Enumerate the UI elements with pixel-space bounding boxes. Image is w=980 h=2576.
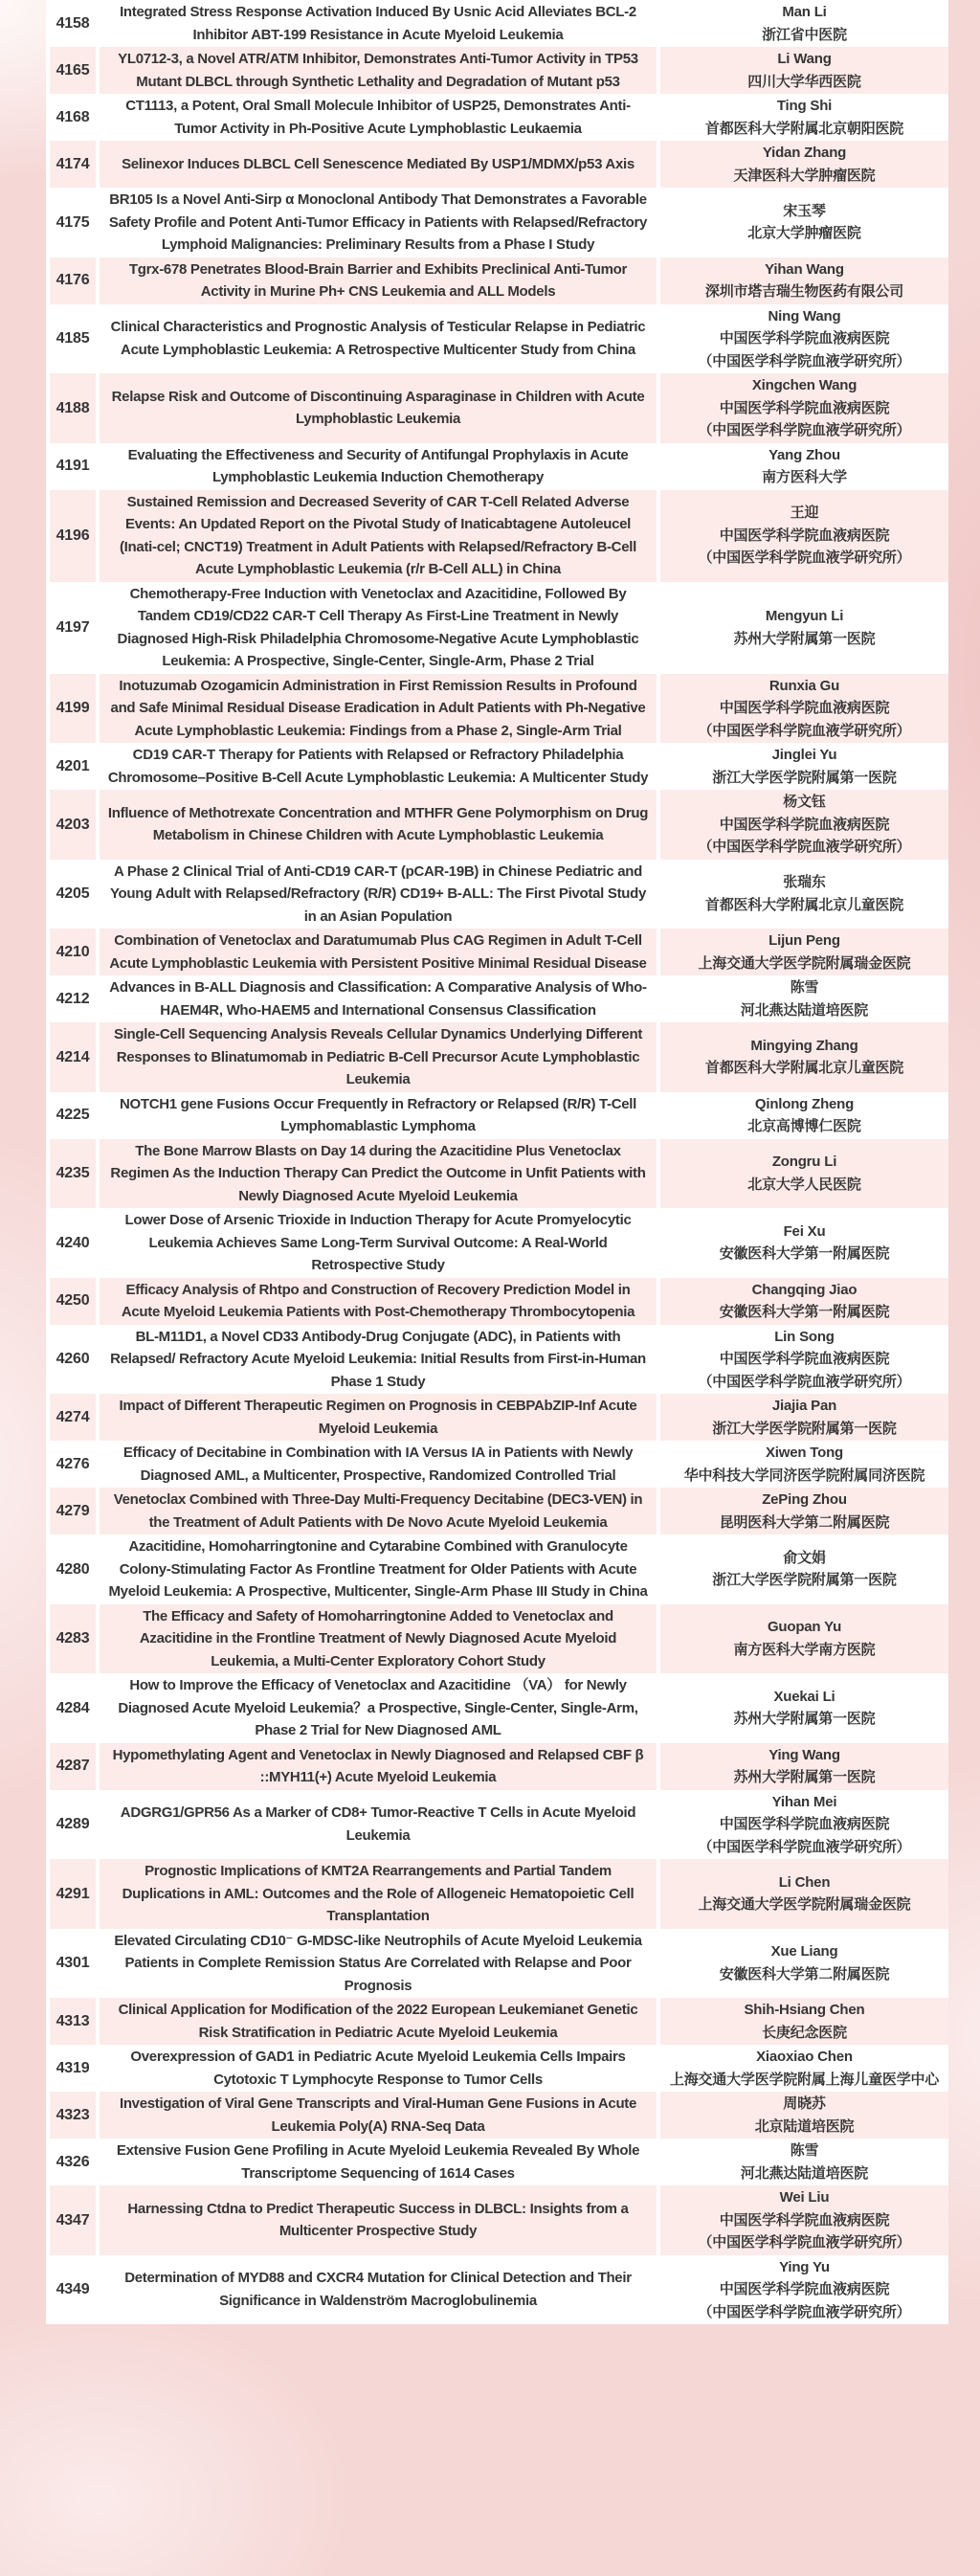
affiliation: 浙江大学医学院附属第一医院 — [712, 1420, 897, 1437]
table-row — [50, 141, 948, 188]
author-name: Yihan Mei — [771, 1793, 837, 1810]
table-row — [50, 2045, 948, 2092]
abstract-number: 4319 — [50, 2045, 96, 2092]
author-name: 周晓苏 — [783, 2095, 826, 2112]
abstract-number: 4196 — [50, 490, 96, 582]
author-affiliation-cell — [660, 443, 948, 490]
author-name: Yidan Zhang — [762, 145, 847, 161]
abstracts-table — [46, 0, 952, 2324]
author-name: Wei Liu — [779, 2189, 830, 2206]
affiliation: 苏州大学附属第一医院 — [733, 1711, 876, 1728]
table-row — [50, 1488, 948, 1534]
author-name: 宋玉琴 — [783, 202, 826, 219]
affiliation: 安徽医科大学第一附属医院 — [719, 1304, 890, 1320]
abstract-number: 4313 — [50, 1998, 96, 2045]
abstract-number: 4289 — [50, 1790, 96, 1860]
affiliation: 安徽医科大学第二附属医院 — [719, 1965, 890, 1982]
author-affiliation-cell — [660, 790, 948, 860]
author-affiliation-cell — [660, 1278, 948, 1325]
author-name: Lin Song — [774, 1328, 835, 1345]
abstract-title: Evaluating the Effectiveness and Security of Antifungal Prophylaxis in Acute Lymphoblastic Leukemia Induction Chemotherapy — [100, 443, 657, 490]
author-affiliation-cell — [660, 2255, 948, 2325]
author-name: Changqing Jiao — [751, 1281, 858, 1298]
abstract-title: Azacitidine, Homoharringtonine and Cytarabine Combined with Granulocyte Colony-Stimulating Factor As Frontline Treatment for Older Patients with Acute Myeloid Leukemia: A Prospective, Multicenter, Single-Arm Phase III Study in China — [100, 1534, 657, 1604]
affiliation: 中国医学科学院血液病医院 — [719, 1351, 890, 1367]
abstract-number: 4274 — [50, 1394, 96, 1441]
abstract-number: 4185 — [50, 304, 96, 374]
author-name: Xuekai Li — [773, 1688, 835, 1705]
author-name: 张瑞东 — [783, 874, 826, 891]
affiliation: 上海交通大学医学院附属瑞金医院 — [698, 954, 911, 972]
abstracts-table-container — [46, 0, 940, 2324]
table-row — [50, 1208, 948, 1278]
abstract-title: Impact of Different Therapeutic Regimen on Prognosis in CEBPAbZIP-Inf Acute Myeloid Leukemia — [100, 1394, 657, 1441]
table-row — [50, 47, 948, 94]
author-affiliation-cell — [660, 188, 948, 258]
author-affiliation-cell — [660, 743, 948, 790]
author-name: ZePing Zhou — [762, 1491, 847, 1508]
abstract-number: 4326 — [50, 2139, 96, 2185]
author-name: 王迎 — [790, 504, 819, 522]
table-row — [50, 743, 948, 790]
author-affiliation-cell — [660, 975, 948, 1022]
abstract-number: 4165 — [50, 47, 96, 94]
author-name: Yihan Wang — [765, 260, 844, 278]
affiliation: （中国医学科学院血液学研究所） — [698, 839, 911, 855]
author-affiliation-cell — [660, 2139, 948, 2185]
author-name: 陈雪 — [790, 2142, 819, 2159]
table-row — [50, 443, 948, 490]
author-name: Ting Shi — [776, 98, 833, 114]
author-name: 俞文娟 — [783, 1549, 826, 1566]
author-name: Xiaoxiao Chen — [756, 2049, 853, 2065]
abstract-number: 4191 — [50, 443, 96, 490]
abstract-title: Efficacy of Decitabine in Combination with IA Versus IA in Patients with Newly Diagnosed AML, a Multicenter, Prospective, Randomized Controlled Trial — [100, 1441, 657, 1488]
abstract-number: 4284 — [50, 1673, 96, 1743]
author-name: Li Wang — [777, 51, 832, 67]
abstract-title: BR105 Is a Novel Anti-Sirp α Monoclonal Antibody That Demonstrates a Favorable Safety Profile and Potent Anti-Tumor Efficacy in Patients with Relapsed/Refractory Lymphoid Malignancies: Preliminary Results from a Phase I Study — [100, 188, 657, 258]
author-name: Jiajia Pan — [771, 1398, 837, 1414]
abstract-title: Selinexor Induces DLBCL Cell Senescence Mediated By USP1/MDMX/p53 Axis — [100, 141, 657, 188]
author-affiliation-cell — [660, 1441, 948, 1488]
affiliation: 中国医学科学院血液病医院 — [719, 700, 890, 716]
author-affiliation-cell — [660, 490, 948, 582]
table-row — [50, 1325, 948, 1395]
table-row — [50, 1022, 948, 1092]
affiliation: 浙江省中医院 — [762, 26, 847, 43]
abstract-number: 4235 — [50, 1139, 96, 1209]
affiliation: （中国医学科学院血液学研究所） — [698, 422, 911, 438]
author-name: 杨文钰 — [783, 794, 826, 810]
affiliation: （中国医学科学院血液学研究所） — [698, 352, 911, 370]
affiliation: 首都医科大学附属北京朝阳医院 — [704, 120, 904, 137]
abstract-number: 4279 — [50, 1488, 96, 1534]
affiliation: 苏州大学附属第一医院 — [733, 630, 876, 647]
abstract-number: 4188 — [50, 373, 96, 443]
table-row — [50, 1139, 948, 1209]
author-affiliation-cell — [660, 1859, 948, 1929]
author-affiliation-cell — [660, 582, 948, 674]
abstract-number: 4240 — [50, 1208, 96, 1278]
abstract-number: 4210 — [50, 929, 96, 975]
author-name: Runxia Gu — [768, 677, 840, 694]
abstract-title: Prognostic Implications of KMT2A Rearrangements and Partial Tandem Duplications in AML: Outcomes and the Role of Allogeneic Hematopoietic Cell Transplantation — [100, 1859, 657, 1929]
author-affiliation-cell — [660, 1604, 948, 1674]
table-row — [50, 860, 948, 930]
table-row — [50, 2139, 948, 2185]
abstract-title: Lower Dose of Arsenic Trioxide in Induction Therapy for Acute Promyelocytic Leukemia Achieves Same Long-Term Survival Outcome: A Real-World Retrospective Study — [100, 1208, 657, 1278]
abstract-title: The Bone Marrow Blasts on Day 14 during the Azacitidine Plus Venetoclax Regimen As the Induction Therapy Can Predict the Outcome in Unfit Patients with Newly Diagnosed Acute Myeloid Leukemia — [100, 1139, 657, 1209]
author-name: Man Li — [782, 4, 827, 20]
author-name: Fei Xu — [783, 1222, 826, 1240]
table-row — [50, 1394, 948, 1441]
author-affiliation-cell — [660, 860, 948, 930]
affiliation: 四川大学华西医院 — [747, 73, 861, 90]
abstract-number: 4283 — [50, 1604, 96, 1674]
abstract-title: Extensive Fusion Gene Profiling in Acute Myeloid Leukemia Revealed By Whole Transcriptome Sequencing of 1614 Cases — [100, 2139, 657, 2185]
abstract-number: 4205 — [50, 860, 96, 930]
author-affiliation-cell — [660, 2045, 948, 2092]
abstract-number: 4347 — [50, 2185, 96, 2255]
abstract-number: 4291 — [50, 1859, 96, 1929]
author-name: 陈雪 — [790, 979, 819, 996]
table-row — [50, 674, 948, 744]
table-row — [50, 929, 948, 975]
abstract-title: Combination of Venetoclax and Daratumumab Plus CAG Regimen in Adult T-Cell Acute Lymphoblastic Leukemia with Persistent Positive Minimal Residual Disease — [100, 929, 657, 975]
author-affiliation-cell — [660, 1998, 948, 2045]
affiliation: （中国医学科学院血液学研究所） — [698, 1838, 911, 1855]
abstract-title: Harnessing Ctdna to Predict Therapeutic Success in DLBCL: Insights from a Multicenter Prospective Study — [100, 2185, 657, 2255]
author-name: Guopan Yu — [767, 1619, 842, 1636]
abstract-title: Overexpression of GAD1 in Pediatric Acute Myeloid Leukemia Cells Impairs Cytotoxic T Lymphocyte Response to Tumor Cells — [100, 2045, 657, 2092]
affiliation: 北京高博博仁医院 — [747, 1118, 861, 1134]
abstract-title: A Phase 2 Clinical Trial of Anti-CD19 CAR-T (pCAR-19B) in Chinese Pediatric and Young Adult with Relapsed/Refractory (R/R) CD19+ B-ALL: The First Pivotal Study in an Asian Population — [100, 860, 657, 930]
affiliation: （中国医学科学院血液学研究所） — [698, 2303, 911, 2320]
table-row — [50, 0, 948, 47]
abstract-title: Sustained Remission and Decreased Severity of CAR T-Cell Related Adverse Events: An Updated Report on the Pivotal Study of Inaticabtagene Autoleucel (Inati-cel; CNCT19) Treatment in Adult Patients with Relapsed/Refractory B-Cell Acute Lymphoblastic Leukemia (r/r B-Cell ALL) in China — [100, 490, 657, 582]
table-row — [50, 1998, 948, 2045]
abstract-title: Tgrx-678 Penetrates Blood-Brain Barrier and Exhibits Preclinical Anti-Tumor Activity in Murine Ph+ CNS Leukemia and ALL Models — [100, 258, 657, 304]
affiliation: 南方医科大学 — [762, 469, 847, 485]
author-affiliation-cell — [660, 1929, 948, 1999]
author-affiliation-cell — [660, 94, 948, 141]
abstract-title: Single-Cell Sequencing Analysis Reveals Cellular Dynamics Underlying Different Responses to Blinatumomab in Pediatric B-Cell Precursor Acute Lymphoblastic Leukemia — [100, 1022, 657, 1092]
author-name: Jinglei Yu — [771, 747, 837, 763]
abstract-title: Clinical Application for Modification of the 2022 European Leukemianet Genetic Risk Stratification in Pediatric Acute Myeloid Leukemia — [100, 1998, 657, 2045]
author-name: Ying Yu — [779, 2258, 830, 2275]
author-affiliation-cell — [660, 1790, 948, 1860]
affiliation: 首都医科大学附属北京儿童医院 — [704, 896, 904, 913]
table-row — [50, 1790, 948, 1860]
author-name: Xingchen Wang — [751, 377, 858, 393]
abstract-number: 4250 — [50, 1278, 96, 1325]
author-affiliation-cell — [660, 674, 948, 744]
affiliation: 上海交通大学医学院附属上海儿童医学中心 — [669, 2071, 940, 2088]
affiliation: 上海交通大学医学院附属瑞金医院 — [698, 1896, 911, 1914]
affiliation: （中国医学科学院血液学研究所） — [698, 549, 911, 567]
abstract-number: 4301 — [50, 1929, 96, 1999]
author-affiliation-cell — [660, 1022, 948, 1092]
author-affiliation-cell — [660, 2092, 948, 2139]
abstract-number: 4280 — [50, 1534, 96, 1604]
author-affiliation-cell — [660, 373, 948, 443]
author-name: Zongru Li — [771, 1154, 837, 1171]
author-name: Ying Wang — [768, 1746, 840, 1763]
affiliation: 北京大学人民医院 — [747, 1176, 861, 1193]
author-affiliation-cell — [660, 0, 948, 47]
table-row — [50, 1534, 948, 1604]
author-name: Xiwen Tong — [765, 1445, 844, 1461]
abstract-title: Clinical Characteristics and Prognostic Analysis of Testicular Relapse in Pediatric Acute Lymphoblastic Leukemia: A Retrospective Multicenter Study from China — [100, 304, 657, 374]
abstract-title: Integrated Stress Response Activation Induced By Usnic Acid Alleviates BCL-2 Inhibitor ABT-199 Resistance in Acute Myeloid Leukemia — [100, 0, 657, 47]
table-row — [50, 1441, 948, 1488]
affiliation: 浙江大学医学院附属第一医院 — [712, 769, 897, 786]
affiliation: 南方医科大学南方医院 — [733, 1641, 876, 1658]
author-name: Qinlong Zheng — [754, 1095, 855, 1112]
affiliation: 苏州大学附属第一医院 — [733, 1769, 876, 1785]
abstract-title: CD19 CAR-T Therapy for Patients with Relapsed or Refractory Philadelphia Chromosome–Positive B-Cell Acute Lymphoblastic Leukemia: A Multicenter Study — [100, 743, 657, 790]
table-row — [50, 582, 948, 674]
table-row — [50, 1859, 948, 1929]
abstract-number: 4201 — [50, 743, 96, 790]
author-affiliation-cell — [660, 1092, 948, 1139]
author-name: Yang Zhou — [768, 446, 840, 463]
author-name: Shih-Hsiang Chen — [744, 2002, 865, 2018]
abstract-title: The Efficacy and Safety of Homoharringtonine Added to Venetoclax and Azacitidine in the Frontline Treatment of Newly Diagnosed Acute Myeloid Leukemia, a Multi-Center Exploratory Cohort Study — [100, 1604, 657, 1674]
affiliation: 昆明医科大学第二附属医院 — [719, 1513, 890, 1531]
affiliation: 北京陆道培医院 — [754, 2117, 855, 2135]
author-affiliation-cell — [660, 929, 948, 975]
abstract-number: 4225 — [50, 1092, 96, 1139]
abstract-title: Venetoclax Combined with Three-Day Multi-Frequency Decitabine (DEC3-VEN) in the Treatment of Adult Patients with De Novo Acute Myeloid Leukemia — [100, 1488, 657, 1534]
abstract-number: 4176 — [50, 258, 96, 304]
table-row — [50, 1673, 948, 1743]
abstract-number: 4197 — [50, 582, 96, 674]
author-name: Xue Liang — [770, 1943, 838, 1960]
abstract-title: BL-M11D1, a Novel CD33 Antibody-Drug Conjugate (ADC), in Patients with Relapsed/ Refractory Acute Myeloid Leukemia: Initial Results from First-in-Human Phase 1 Study — [100, 1325, 657, 1395]
author-affiliation-cell — [660, 1208, 948, 1278]
affiliation: 中国医学科学院血液病医院 — [719, 1816, 890, 1832]
abstract-number: 4175 — [50, 188, 96, 258]
abstract-title: YL0712-3, a Novel ATR/ATM Inhibitor, Demonstrates Anti-Tumor Activity in TP53 Mutant DLBCL through Synthetic Lethality and Degradation of Mutant p53 — [100, 47, 657, 94]
affiliation: 北京大学肿瘤医院 — [747, 225, 861, 242]
table-row — [50, 258, 948, 304]
author-name: Mengyun Li — [765, 608, 844, 624]
affiliation: （中国医学科学院血液学研究所） — [698, 722, 911, 739]
abstract-title: Elevated Circulating CD10⁻ G-MDSC-like Neutrophils of Acute Myeloid Leukemia Patients in Complete Remission Status Are Correlated with Relapse and Poor Prognosis — [100, 1929, 657, 1999]
table-row — [50, 188, 948, 258]
abstract-title: Inotuzumab Ozogamicin Administration in First Remission Results in Profound and Safe Minimal Residual Disease Eradication in Adult Patients with Ph-Negative Acute Lymphoblastic Leukemia: Findings from a Phase 2, Single-Arm Trial — [100, 674, 657, 744]
affiliation: 中国医学科学院血液病医院 — [719, 526, 890, 544]
table-row — [50, 1604, 948, 1674]
abstract-number: 4174 — [50, 141, 96, 188]
abstract-title: How to Improve the Efficacy of Venetoclax and Azacitidine （VA） for Newly Diagnosed Acute Myeloid Leukemia？a Prospective, Single-Center, Single-Arm, Phase 2 Trial for New Diagnosed AML — [100, 1673, 657, 1743]
affiliation: 首都医科大学附属北京儿童医院 — [704, 1060, 904, 1077]
table-row — [50, 490, 948, 582]
author-affiliation-cell — [660, 1325, 948, 1395]
affiliation: 浙江大学医学院附属第一医院 — [712, 1572, 897, 1589]
affiliation: 河北燕达陆道培医院 — [740, 2164, 869, 2182]
abstract-number: 4260 — [50, 1325, 96, 1395]
abstract-number: 4203 — [50, 790, 96, 860]
author-affiliation-cell — [660, 258, 948, 304]
table-row — [50, 2255, 948, 2325]
abstract-title: Hypomethylating Agent and Venetoclax in Newly Diagnosed and Relapsed CBF β ::MYH11(+) Acute Myeloid Leukemia — [100, 1743, 657, 1790]
abstract-number: 4158 — [50, 0, 96, 47]
abstract-title: CT1113, a Potent, Oral Small Molecule Inhibitor of USP25, Demonstrates Anti-Tumor Activity in Ph-Positive Acute Lymphoblastic Leukaemia — [100, 94, 657, 141]
affiliation: 长庚纪念医院 — [762, 2024, 847, 2041]
abstract-title: Chemotherapy-Free Induction with Venetoclax and Azacitidine, Followed By Tandem CD19/CD22 CAR-T Cell Therapy As First-Line Treatment in Newly Diagnosed High-Risk Philadelphia Chromosome-Negative Acute Lymphoblastic Leukemia: A Prospective, Single-Center, Single-Arm, Phase 2 Trial — [100, 582, 657, 674]
affiliation: （中国医学科学院血液学研究所） — [698, 2234, 911, 2251]
author-affiliation-cell — [660, 47, 948, 94]
abstract-title: ADGRG1/GPR56 As a Marker of CD8+ Tumor-Reactive T Cells in Acute Myeloid Leukemia — [100, 1790, 657, 1860]
author-name: Mingying Zhang — [750, 1037, 858, 1054]
table-row — [50, 94, 948, 141]
author-affiliation-cell — [660, 141, 948, 188]
affiliation: 天津医科大学肿瘤医院 — [733, 167, 876, 184]
table-row — [50, 1278, 948, 1325]
abstract-number: 4199 — [50, 674, 96, 744]
table-row — [50, 790, 948, 860]
affiliation: 深圳市塔吉瑞生物医药有限公司 — [704, 283, 904, 300]
affiliation: （中国医学科学院血液学研究所） — [698, 1373, 911, 1390]
abstracts-table-body — [50, 0, 948, 2324]
table-row — [50, 1743, 948, 1790]
abstract-number: 4349 — [50, 2255, 96, 2325]
author-affiliation-cell — [660, 1743, 948, 1790]
affiliation: 安徽医科大学第一附属医院 — [719, 1245, 890, 1263]
author-affiliation-cell — [660, 2185, 948, 2255]
author-affiliation-cell — [660, 304, 948, 374]
author-affiliation-cell — [660, 1394, 948, 1441]
table-row — [50, 2092, 948, 2139]
affiliation: 中国医学科学院血液病医院 — [719, 399, 890, 416]
abstract-title: Influence of Methotrexate Concentration and MTHFR Gene Polymorphism on Drug Metabolism in Chinese Children with Acute Lymphoblastic Leukemia — [100, 790, 657, 860]
affiliation: 中国医学科学院血液病医院 — [719, 2281, 890, 2297]
affiliation: 中国医学科学院血液病医院 — [719, 330, 890, 347]
abstract-title: Relapse Risk and Outcome of Discontinuing Asparaginase in Children with Acute Lymphoblastic Leukemia — [100, 373, 657, 443]
abstract-number: 4168 — [50, 94, 96, 141]
abstract-number: 4214 — [50, 1022, 96, 1092]
table-row — [50, 1929, 948, 1999]
author-name: Li Chen — [778, 1873, 831, 1891]
abstract-number: 4212 — [50, 975, 96, 1022]
author-affiliation-cell — [660, 1673, 948, 1743]
abstract-title: Investigation of Viral Gene Transcripts and Viral-Human Gene Fusions in Acute Leukemia Poly(A) RNA-Seq Data — [100, 2092, 657, 2139]
abstract-number: 4287 — [50, 1743, 96, 1790]
author-name: Ning Wang — [768, 307, 841, 325]
abstract-title: Determination of MYD88 and CXCR4 Mutation for Clinical Detection and Their Significance in Waldenström Macroglobulinemia — [100, 2255, 657, 2325]
table-row — [50, 975, 948, 1022]
table-row — [50, 1092, 948, 1139]
author-name: Lijun Peng — [768, 932, 840, 949]
table-row — [50, 2185, 948, 2255]
abstract-title: Efficacy Analysis of Rhtpo and Construction of Recovery Prediction Model in Acute Myeloid Leukemia Patients with Post-Chemotherapy Thrombocytopenia — [100, 1278, 657, 1325]
abstract-number: 4276 — [50, 1441, 96, 1488]
abstract-title: Advances in B-ALL Diagnosis and Classification: A Comparative Analysis of Who-HAEM4R, Who-HAEM5 and International Consensus Classification — [100, 975, 657, 1022]
affiliation: 中国医学科学院血液病医院 — [719, 2211, 890, 2229]
affiliation: 河北燕达陆道培医院 — [740, 1001, 869, 1019]
affiliation: 中国医学科学院血液病医院 — [719, 816, 890, 833]
table-row — [50, 373, 948, 443]
author-affiliation-cell — [660, 1534, 948, 1604]
affiliation: 华中科技大学同济医学院附属同济医院 — [683, 1467, 925, 1484]
author-affiliation-cell — [660, 1488, 948, 1534]
abstract-number: 4323 — [50, 2092, 96, 2139]
author-affiliation-cell — [660, 1139, 948, 1209]
abstract-title: NOTCH1 gene Fusions Occur Frequently in Refractory or Relapsed (R/R) T-Cell Lymphomablastic Lymphoma — [100, 1092, 657, 1139]
table-row — [50, 304, 948, 374]
